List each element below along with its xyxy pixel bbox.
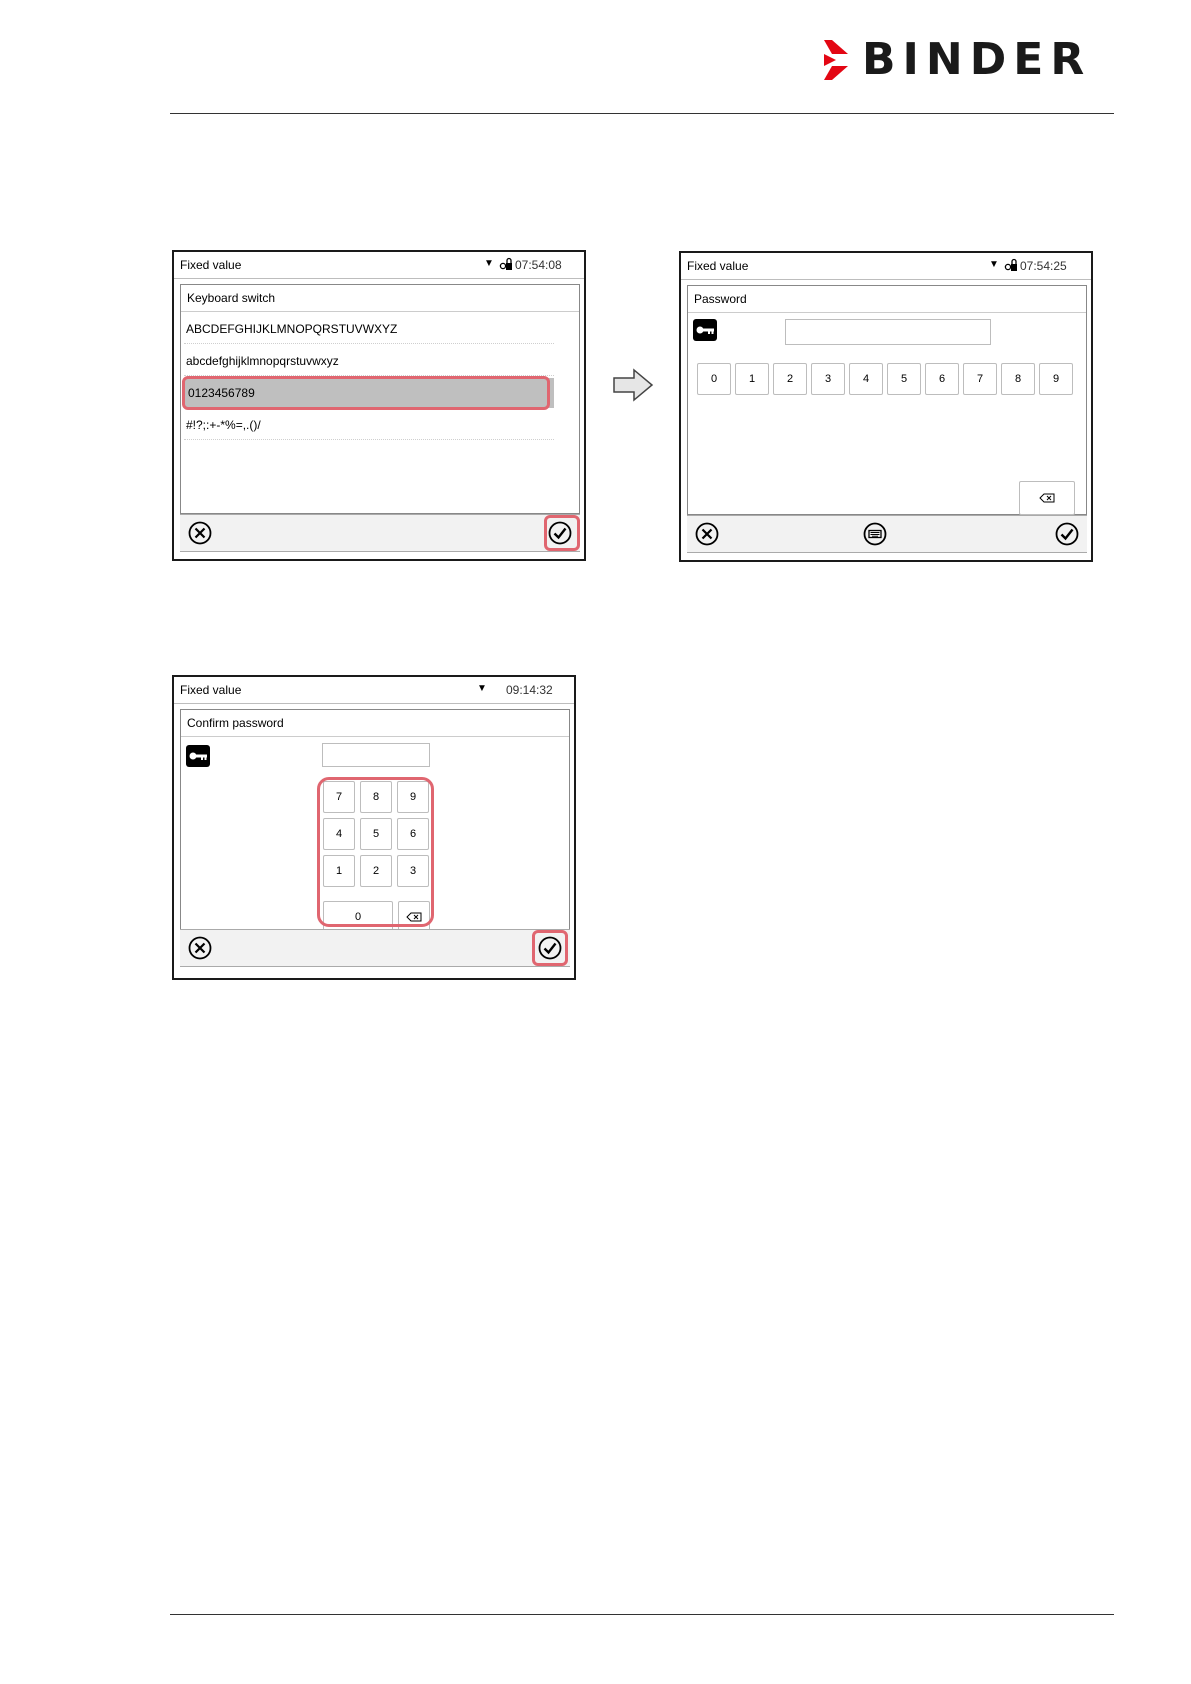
key-label: 8 [1014, 373, 1022, 385]
status-bar [681, 253, 1091, 280]
key-label: 1 [748, 373, 756, 385]
panel-title: Keyboard switch [187, 291, 276, 305]
key-icon [693, 319, 717, 341]
screen-title: Fixed value [687, 259, 749, 273]
status-bar [174, 677, 574, 704]
confirm-password-input[interactable] [322, 743, 430, 767]
key-label: 8 [372, 791, 380, 803]
key-label: 0 [710, 373, 718, 385]
selection-highlight [182, 376, 550, 410]
key-1[interactable] [735, 363, 769, 395]
key-0[interactable] [697, 363, 731, 395]
action-bar [687, 515, 1087, 553]
screen-keyboard-switch [172, 250, 586, 561]
cancel-icon[interactable] [695, 522, 719, 546]
panel-divider [181, 311, 579, 312]
key-label: 1 [335, 865, 343, 877]
key-label: 4 [335, 828, 343, 840]
screen-title: Fixed value [180, 683, 242, 697]
key-8[interactable] [1001, 363, 1035, 395]
key-2[interactable] [773, 363, 807, 395]
screen-title: Fixed value [180, 258, 242, 272]
right-arrow-icon [612, 368, 654, 402]
header-rule [170, 113, 1114, 114]
clock-time: 09:14:32 [506, 683, 553, 697]
action-bar [180, 514, 580, 552]
key-label: 3 [409, 865, 417, 877]
dropdown-arrow-icon[interactable]: ▼ [989, 259, 999, 270]
keypad-highlight [317, 777, 434, 927]
lock-icon [1004, 258, 1018, 272]
binder-logo-text: BINDER [862, 34, 1092, 85]
key-icon [186, 745, 210, 767]
dropdown-arrow-icon[interactable]: ▼ [477, 683, 487, 694]
key-label: 9 [1052, 373, 1060, 385]
key-label: 7 [976, 373, 984, 385]
clock-time: 07:54:25 [1020, 259, 1067, 273]
clock-time: 07:54:08 [515, 258, 562, 272]
key-3[interactable] [811, 363, 845, 395]
item-label: ABCDEFGHIJKLMNOPQRSTUVWXYZ [186, 322, 398, 336]
key-7[interactable] [963, 363, 997, 395]
key-label: 7 [335, 791, 343, 803]
key-label: 5 [372, 828, 380, 840]
password-input[interactable] [785, 319, 991, 345]
screen-password [679, 251, 1093, 562]
panel-divider [688, 312, 1086, 313]
key-6[interactable] [925, 363, 959, 395]
key-5[interactable] [887, 363, 921, 395]
backspace-icon [1039, 493, 1055, 503]
list-item-lowercase[interactable] [184, 346, 554, 376]
key-label: 2 [786, 373, 794, 385]
panel-title: Confirm password [187, 716, 284, 730]
cancel-icon[interactable] [188, 936, 212, 960]
dropdown-arrow-icon[interactable]: ▼ [484, 258, 494, 269]
key-label: 5 [900, 373, 908, 385]
item-label: 0123456789 [188, 386, 255, 400]
cancel-icon[interactable] [188, 521, 212, 545]
status-bar [174, 252, 584, 279]
key-label: 9 [409, 791, 417, 803]
confirm-icon[interactable] [1055, 522, 1079, 546]
binder-logo-mark [822, 40, 850, 80]
screen-confirm-password [172, 675, 576, 980]
panel-title: Password [694, 292, 747, 306]
key-label: 4 [862, 373, 870, 385]
key-label: 2 [372, 865, 380, 877]
binder-logo [822, 34, 1112, 85]
confirm-highlight [532, 930, 568, 966]
lock-icon [499, 257, 513, 271]
key-label: 3 [824, 373, 832, 385]
item-label: #!?;:+-*%=,.()/ [186, 418, 261, 432]
list-item-symbols[interactable] [184, 410, 554, 440]
backspace-button[interactable] [1019, 481, 1075, 515]
key-label: 6 [409, 828, 417, 840]
confirm-highlight [544, 515, 580, 551]
key-9[interactable] [1039, 363, 1073, 395]
key-4[interactable] [849, 363, 883, 395]
key-label: 0 [354, 911, 362, 923]
footer-rule [170, 1614, 1114, 1615]
list-item-uppercase[interactable] [184, 314, 554, 344]
action-bar [180, 929, 570, 967]
item-label: abcdefghijklmnopqrstuvwxyz [186, 354, 339, 368]
panel-divider [181, 736, 569, 737]
key-label: 6 [938, 373, 946, 385]
keyboard-icon[interactable] [863, 522, 887, 546]
